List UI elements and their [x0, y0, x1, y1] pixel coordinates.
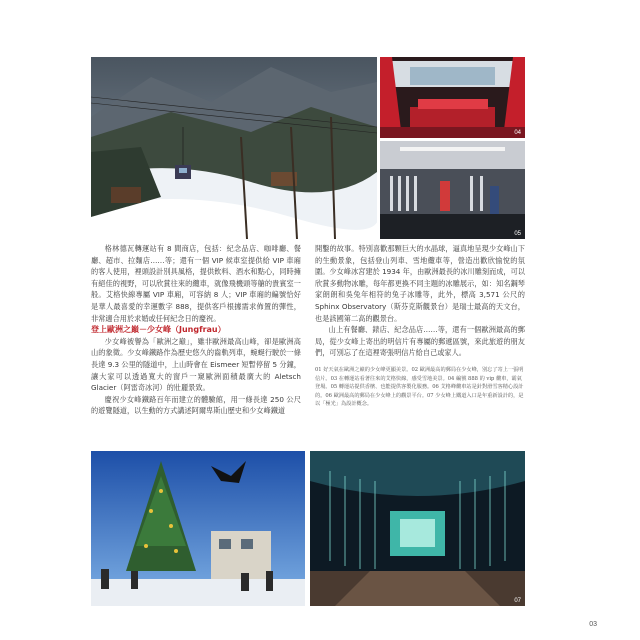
photo-number: 04 [514, 130, 521, 136]
photo-gondola-interior [380, 57, 525, 138]
photo-number: 05 [514, 231, 521, 237]
paragraph: 開鑿的故事。特別喜歡那顆巨大的水晶球，逼真地呈現少女峰山下的生動景象，包括登山列車、雪地纜車等，營造出歡欣愉悅的氛圍。少女峰冰宮建於 1934 年，由歐洲最長的冰川雕刻而成，可以欣賞多動物冰雕，每年都更換不同主題的冰雕展示，如：知名鋼琴家朗朗和吳兔年相符的兔子冰雕等，此外，標高 3,571 公尺的 Sphinx Observatory（斯芬克斯觀景台）是瑞士最高的天文台，也是該國第二高的觀景台。 [315, 244, 525, 323]
paragraph: 慶祝少女峰鐵路百年而建立的體驗館，用一條長達 250 公尺的遊覽隧道，以生動的方式講述阿爾卑斯山歷史和少女峰鐵道 [91, 394, 301, 416]
paragraph: 格林德瓦轉運站有 8 間商店，包括：紀念品店、咖啡廳、餐廳、超市、拉麵店……等；還有一個 VIP 候車室提供給 VIP 車廂的客人使用，裡頭設計別具風格，提供飲料、酒水和點心，同時擁有絕佳的視野，可以欣賞往來的纜車，就像飛機頭等艙的貴賓室一般。艾格快線專屬 VIP 車廂，可容納 8 人；VIP 車廂的編號恰好是華人最喜愛的幸運數字 888，提供客戶根據需求佈置的彈性，非常適合用於求婚或任何紀念日的慶祝。 [91, 244, 301, 323]
photo-snowy-village [91, 57, 377, 239]
right-text-column [315, 243, 525, 359]
photo-captions: 01 好天氣在歐洲之巔的少女峰更顯美景。02 歐洲最高的郵局在少女峰，別忘了寄上一張明信片。03 在轉運站看著往來的艾格快線，感受雪地美景。04 編號 888 的 vip 纜車，霸氣登場。05 轉運站提供香檳、也能提供客製化服務。06 艾格峰纜車站是針對滑雪客精心設計的。06 歐洲最高的郵局在少女峰上的觀景平台。07 少女峰上鐵道入口是年重新設計的，是以「極光」為設計概念。 [315, 367, 524, 408]
photo-ski-shop [380, 141, 525, 239]
photo-ice-palace [310, 451, 525, 606]
photo-christmas-tree [91, 451, 305, 606]
paragraph: 山上有餐廳、錶店、紀念品店……等，還有一個歐洲最高的郵局，從少女峰上寄出的明信片有專屬的郵遞區號，來此旅遊的朋友們，可別忘了在這裡寄張明信片給自己或家人。 [315, 325, 525, 358]
left-text-column [91, 243, 301, 417]
section-heading: 登上歐洲之巔－少女峰（Jungfrau） [91, 325, 226, 335]
paragraph: 少女峰被譽為「歐洲之巔」，雖非歐洲最高山峰，卻是歐洲高山的象徵。少女峰鐵路作為歷史悠久的齒軌列車，蜿蜒行駛於一條長達 9.3 公里的隧道中，上山時會在 Eismeer 短暫停留 5 分鐘，讓大家可以透過寬大的窗戶一窺歐洲面積最廣大的 Aletsch Glacier（阿雷奇冰河）的壯麗景致。 [91, 336, 301, 393]
page-number: 03 [589, 621, 597, 628]
photo-number: 07 [514, 598, 521, 604]
